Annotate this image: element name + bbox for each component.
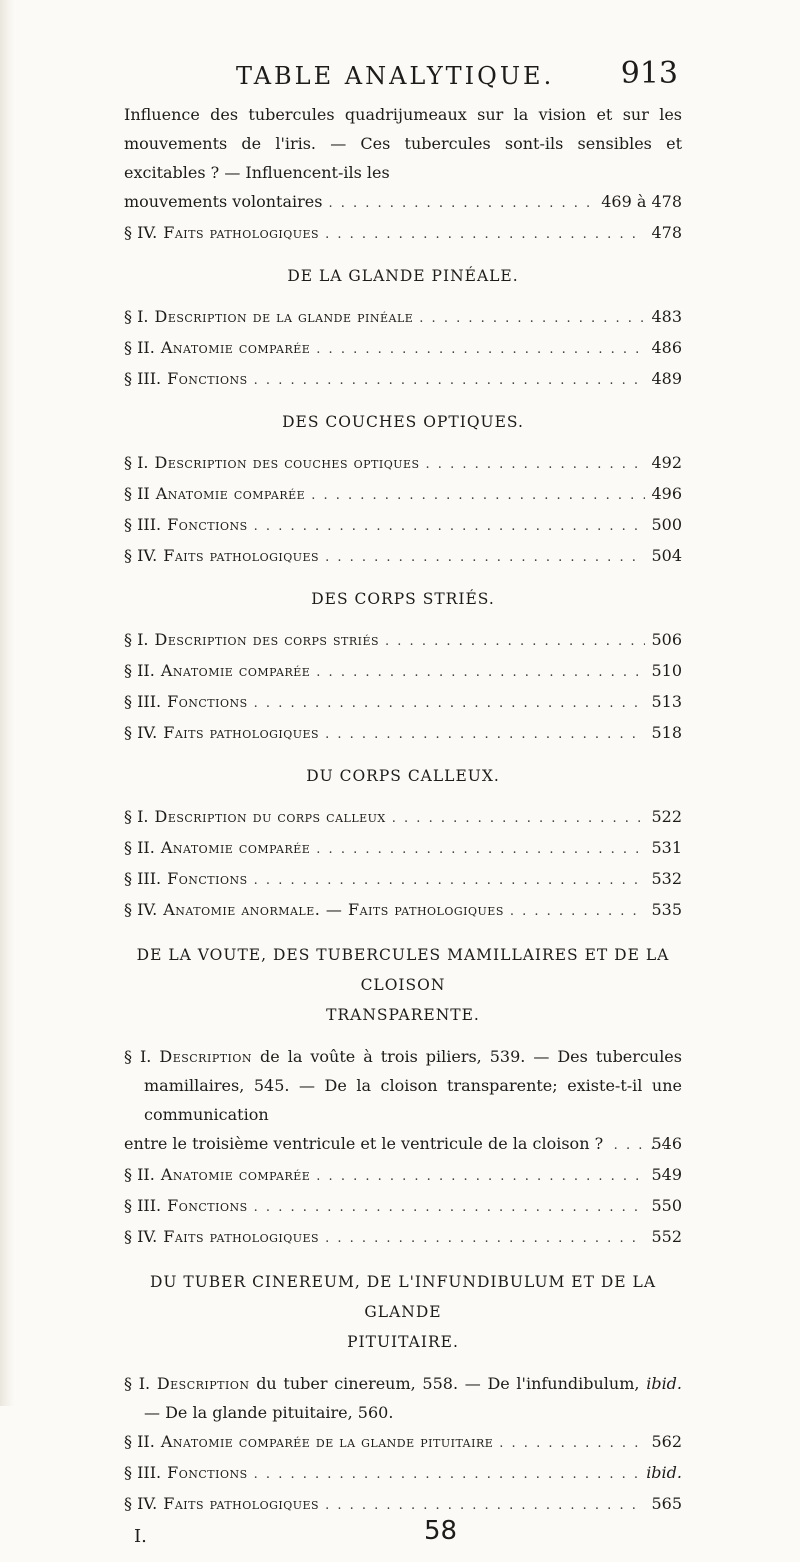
toc-entry	[124, 1191, 682, 1222]
entry-page: 486	[651, 338, 682, 357]
dot-leader	[254, 1193, 646, 1222]
section-title: DES CORPS STRIÉS.	[311, 590, 495, 608]
entry-page: 489	[651, 369, 682, 388]
entry-page: 478	[651, 223, 682, 242]
entry-symbol: § IV.	[124, 223, 158, 242]
dot-leader	[325, 720, 645, 749]
toc-entry	[124, 510, 682, 541]
entry-label: Fonctions	[167, 515, 248, 534]
tuber-description-paragraph	[124, 1369, 682, 1427]
toc-entry	[124, 656, 682, 687]
entry-page: 483	[651, 307, 682, 326]
dot-leader	[325, 220, 645, 249]
entry-label: Anatomie comparée	[160, 661, 311, 680]
entry-symbol: § IV.	[124, 723, 158, 742]
entry-page: 550	[651, 1196, 682, 1215]
entry-label: Fonctions	[167, 869, 248, 888]
dot-leader	[325, 1224, 645, 1253]
entry-page: 500	[651, 515, 682, 534]
toc-entry	[124, 302, 682, 333]
section-title	[124, 1267, 682, 1357]
ibid-reference: ibid.	[646, 1374, 683, 1393]
entry-page: 546	[651, 1134, 682, 1153]
entry-page: 565	[651, 1494, 682, 1513]
entry-symbol: § IV.	[124, 1494, 158, 1513]
entry-page: 552	[651, 1227, 682, 1246]
entry-label: Anatomie comparée	[160, 1165, 311, 1184]
paragraph-text: du tuber cinereum, 558. — De l'infundibulum,	[256, 1374, 640, 1393]
entry-label: Description du corps calleux	[154, 807, 386, 826]
entry-page: 496	[651, 484, 682, 503]
dot-leader	[254, 512, 646, 541]
entry-symbol: § I.	[124, 807, 149, 826]
paragraph-text: de la voûte à trois piliers, 539. — Des tubercules mamillaires, 545. — De la cloison transparente; existe-t-il une communication	[144, 1047, 682, 1124]
toc-entry	[124, 541, 682, 572]
toc-entry	[124, 802, 682, 833]
toc-entry	[124, 687, 682, 718]
entry-label: Fonctions	[167, 369, 248, 388]
voute-description-paragraph	[124, 1042, 682, 1160]
entry-page: 562	[651, 1432, 682, 1451]
toc-entry	[124, 1489, 682, 1520]
toc-entry	[124, 864, 682, 895]
entry-page: 510	[651, 661, 682, 680]
page-number: 913	[620, 56, 678, 91]
paragraph-last-line	[124, 1129, 682, 1160]
entry-label: Description	[159, 1047, 253, 1066]
entry-symbol: § II.	[124, 838, 155, 857]
entry-symbol: § III.	[124, 692, 162, 711]
entry-label: Fonctions	[167, 1463, 248, 1482]
section-title-line: TRANSPARENTE.	[326, 1006, 480, 1024]
dot-leader	[316, 658, 645, 687]
page-header	[124, 0, 682, 100]
entry-label: Anatomie comparée	[155, 484, 306, 503]
section-title: DU CORPS CALLEUX.	[306, 767, 500, 785]
intro-last-line	[124, 187, 682, 218]
section-title-line: DE LA VOUTE, DES TUBERCULES MAMILLAIRES ET DE LA CLOISON	[136, 946, 670, 994]
section-title: DES COUCHES OPTIQUES.	[282, 413, 524, 431]
intro-last-text: mouvements volontaires	[124, 192, 323, 211]
entry-label: Anatomie comparée	[160, 838, 311, 857]
entry-label: Description des corps striés	[154, 630, 380, 649]
dot-leader	[499, 1429, 645, 1458]
page-edge-shadow	[0, 0, 14, 1406]
entry-page: 518	[651, 723, 682, 742]
dot-leader	[316, 335, 645, 364]
entry-symbol: § I.	[124, 307, 149, 326]
entry-label: Anatomie anormale. — Faits pathologiques	[163, 900, 504, 919]
entry-symbol: § IV.	[124, 546, 158, 565]
entry-label: Fonctions	[167, 1196, 248, 1215]
toc-entry	[124, 218, 682, 249]
intro-text: Influence des tubercules quadrijumeaux sur la vision et sur les mouvements de l'iris. — Ces tubercules sont-ils sensibles et excitables ? — Influencent-ils les	[124, 105, 682, 182]
entry-label: Description de la glande pinéale	[154, 307, 414, 326]
dot-leader	[426, 450, 646, 479]
entry-symbol: § I.	[124, 1374, 151, 1393]
table-body	[124, 100, 682, 1520]
entry-page: 535	[651, 900, 682, 919]
entry-label: Anatomie comparée de la glande pituitaire	[160, 1432, 494, 1451]
dot-leader	[325, 543, 645, 572]
entry-symbol: § II.	[124, 1432, 155, 1451]
entry-label: Faits pathologiques	[163, 1494, 320, 1513]
toc-entry	[124, 479, 682, 510]
entry-symbol: § I.	[124, 630, 149, 649]
entry-page: 532	[651, 869, 682, 888]
entry-label: Faits pathologiques	[163, 223, 320, 242]
section-title-line: DU TUBER CINEREUM, DE L'INFUNDIBULUM ET DE LA GLANDE	[149, 1273, 657, 1321]
entry-symbol: § II.	[124, 338, 155, 357]
entry-symbol: § III.	[124, 515, 162, 534]
dot-leader	[325, 1491, 645, 1520]
entry-symbol: § III.	[124, 369, 162, 388]
entry-symbol: § IV.	[124, 900, 158, 919]
dot-leader	[510, 897, 646, 926]
toc-entry	[124, 333, 682, 364]
entry-label: Anatomie comparée	[160, 338, 311, 357]
entry-symbol: § III.	[124, 1463, 162, 1482]
toc-entry	[124, 448, 682, 479]
paragraph-last-text: entre le troisième ventricule et le ventricule de la cloison ?	[124, 1134, 604, 1153]
entry-symbol: § IV.	[124, 1227, 158, 1246]
toc-entry	[124, 625, 682, 656]
dot-leader	[254, 366, 646, 395]
toc-entry	[124, 718, 682, 749]
entry-page: 504	[651, 546, 682, 565]
entry-label: Description	[156, 1374, 250, 1393]
dot-leader	[311, 481, 645, 510]
dot-leader	[254, 689, 646, 718]
dot-leader	[316, 1162, 645, 1191]
toc-entry	[124, 1427, 682, 1458]
section-title: DE LA GLANDE PINÉALE.	[287, 267, 519, 285]
entry-page: 506	[651, 630, 682, 649]
paragraph-text: — De la glande pituitaire, 560.	[144, 1403, 394, 1422]
folio-number: 58	[424, 1516, 458, 1546]
entry-symbol: § II.	[124, 661, 155, 680]
signature-mark: I.	[134, 1526, 147, 1547]
dot-leader	[392, 804, 646, 833]
entry-label: Faits pathologiques	[163, 546, 320, 565]
dot-leader	[254, 1460, 641, 1489]
toc-entry	[124, 364, 682, 395]
entry-page: 531	[651, 838, 682, 857]
toc-entry	[124, 895, 682, 926]
running-title: TABLE ANALYTIQUE.	[236, 62, 555, 90]
entry-symbol: § III.	[124, 869, 162, 888]
entry-page: 492	[651, 453, 682, 472]
entry-label: Description des couches optiques	[154, 453, 420, 472]
entry-symbol: § I.	[124, 1047, 152, 1066]
dot-leader	[328, 189, 595, 218]
page-footer	[124, 1516, 682, 1562]
toc-entry	[124, 1160, 682, 1191]
toc-entry	[124, 1222, 682, 1253]
entry-symbol: § I.	[124, 453, 149, 472]
entry-label: Fonctions	[167, 692, 248, 711]
intro-paragraph	[124, 100, 682, 218]
intro-pages: 469 à 478	[601, 192, 682, 211]
entry-page: ibid.	[646, 1463, 682, 1482]
entry-page: 522	[651, 807, 682, 826]
toc-entry	[124, 1458, 682, 1489]
entry-symbol: § III.	[124, 1196, 162, 1215]
entry-symbol: § II	[124, 484, 150, 503]
dot-leader	[254, 866, 646, 895]
entry-page: 513	[651, 692, 682, 711]
section-title	[124, 940, 682, 1030]
dot-leader	[385, 627, 645, 656]
entry-symbol: § II.	[124, 1165, 155, 1184]
entry-page: 549	[651, 1165, 682, 1184]
section-title-line: PITUITAIRE.	[347, 1333, 459, 1351]
entry-label: Faits pathologiques	[163, 723, 320, 742]
entry-label: Faits pathologiques	[163, 1227, 320, 1246]
dot-leader	[419, 304, 645, 333]
toc-entry	[124, 833, 682, 864]
dot-leader	[316, 835, 645, 864]
